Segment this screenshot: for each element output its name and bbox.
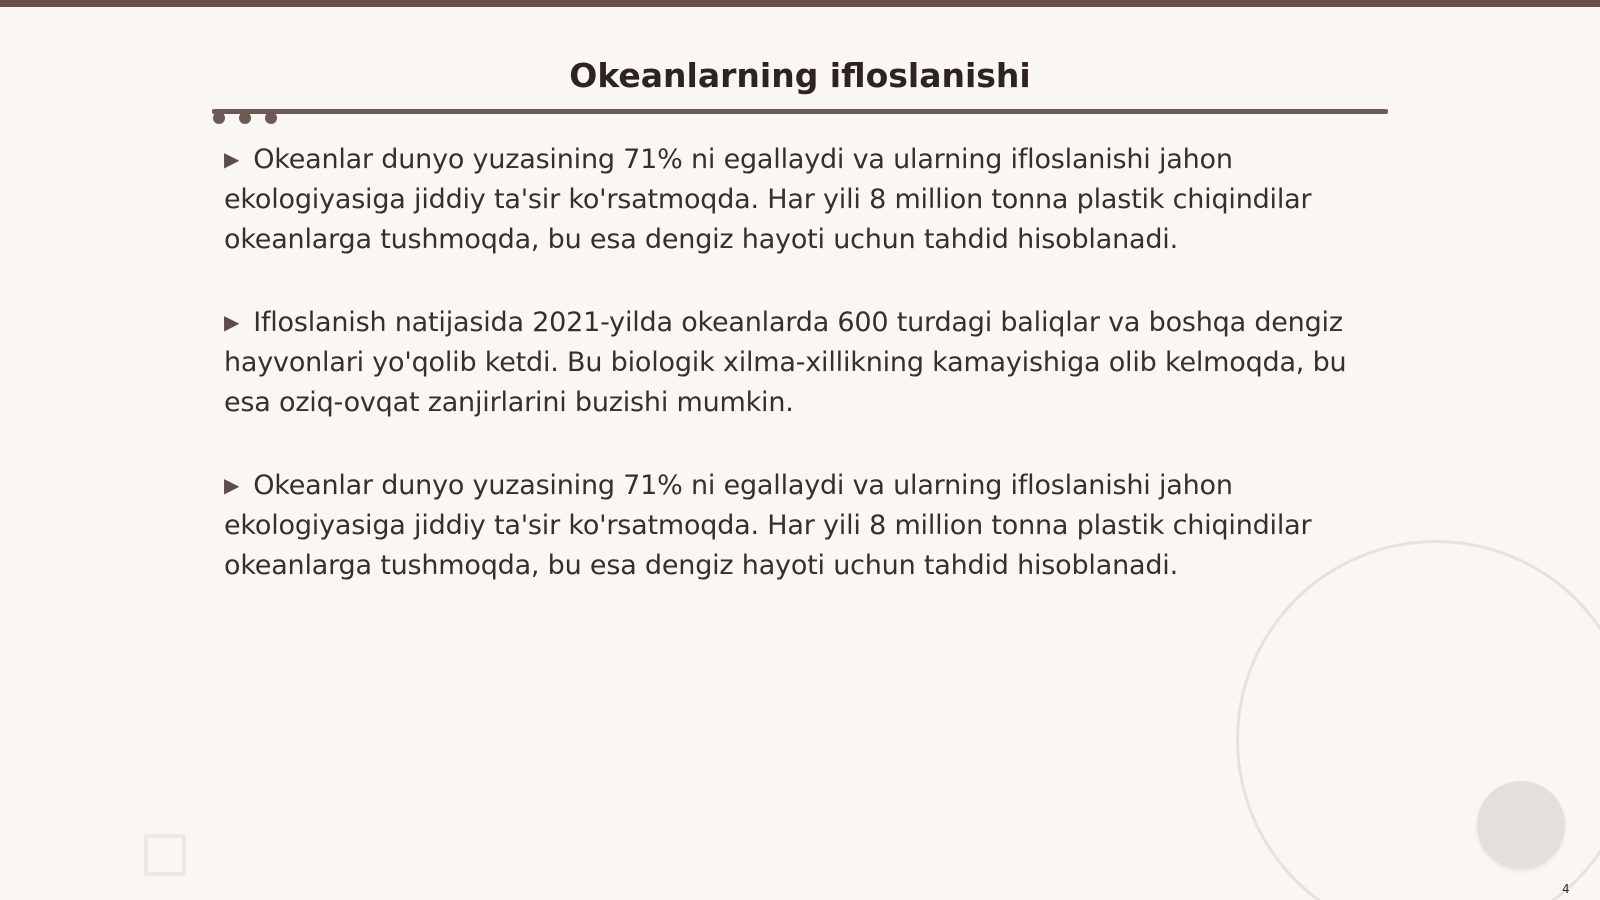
page-number: 4 [1562,882,1570,896]
top-accent-bar [0,0,1600,7]
bullet-arrow-icon: ▶ [224,310,240,334]
bullet-item [224,139,1384,260]
slide-title: Okeanlarning ifloslanishi [569,56,1031,95]
decorative-disc [1477,781,1565,869]
divider-dot [265,112,277,124]
bullet-text: Ifloslanish natijasida 2021-yilda okeanlarda 600 turdagi baliqlar va boshqa dengiz hayvonlari yo'qolib ketdi. Bu biologik xilma-xillikning kamayishiga olib kelmoqda, bu esa oziq-ovqat zanjirlarini buzishi mumkin. [224,307,1347,418]
divider-dot [213,112,225,124]
bullet-text: Okeanlar dunyo yuzasining 71% ni egallaydi va ularning ifloslanishi jahon ekologiyasiga jiddiy ta'sir ko'rsatmoqda. Har yili 8 million tonna plastik chiqindilar okeanlarga tushmoqda, bu esa dengiz hayoti uchun tahdid hisoblanadi. [224,144,1312,255]
bullet-arrow-icon: ▶ [224,473,240,497]
bullet-item [224,465,1384,586]
bullet-arrow-icon: ▶ [224,147,240,171]
divider-dot [239,112,251,124]
decorative-square [144,834,186,876]
bullet-item [224,302,1384,423]
bullet-text: Okeanlar dunyo yuzasining 71% ni egallaydi va ularning ifloslanishi jahon ekologiyasiga jiddiy ta'sir ko'rsatmoqda. Har yili 8 million tonna plastik chiqindilar okeanlarga tushmoqda, bu esa dengiz hayoti uchun tahdid hisoblanadi. [224,470,1312,581]
bullet-list [224,139,1384,628]
title-divider [212,109,1388,114]
